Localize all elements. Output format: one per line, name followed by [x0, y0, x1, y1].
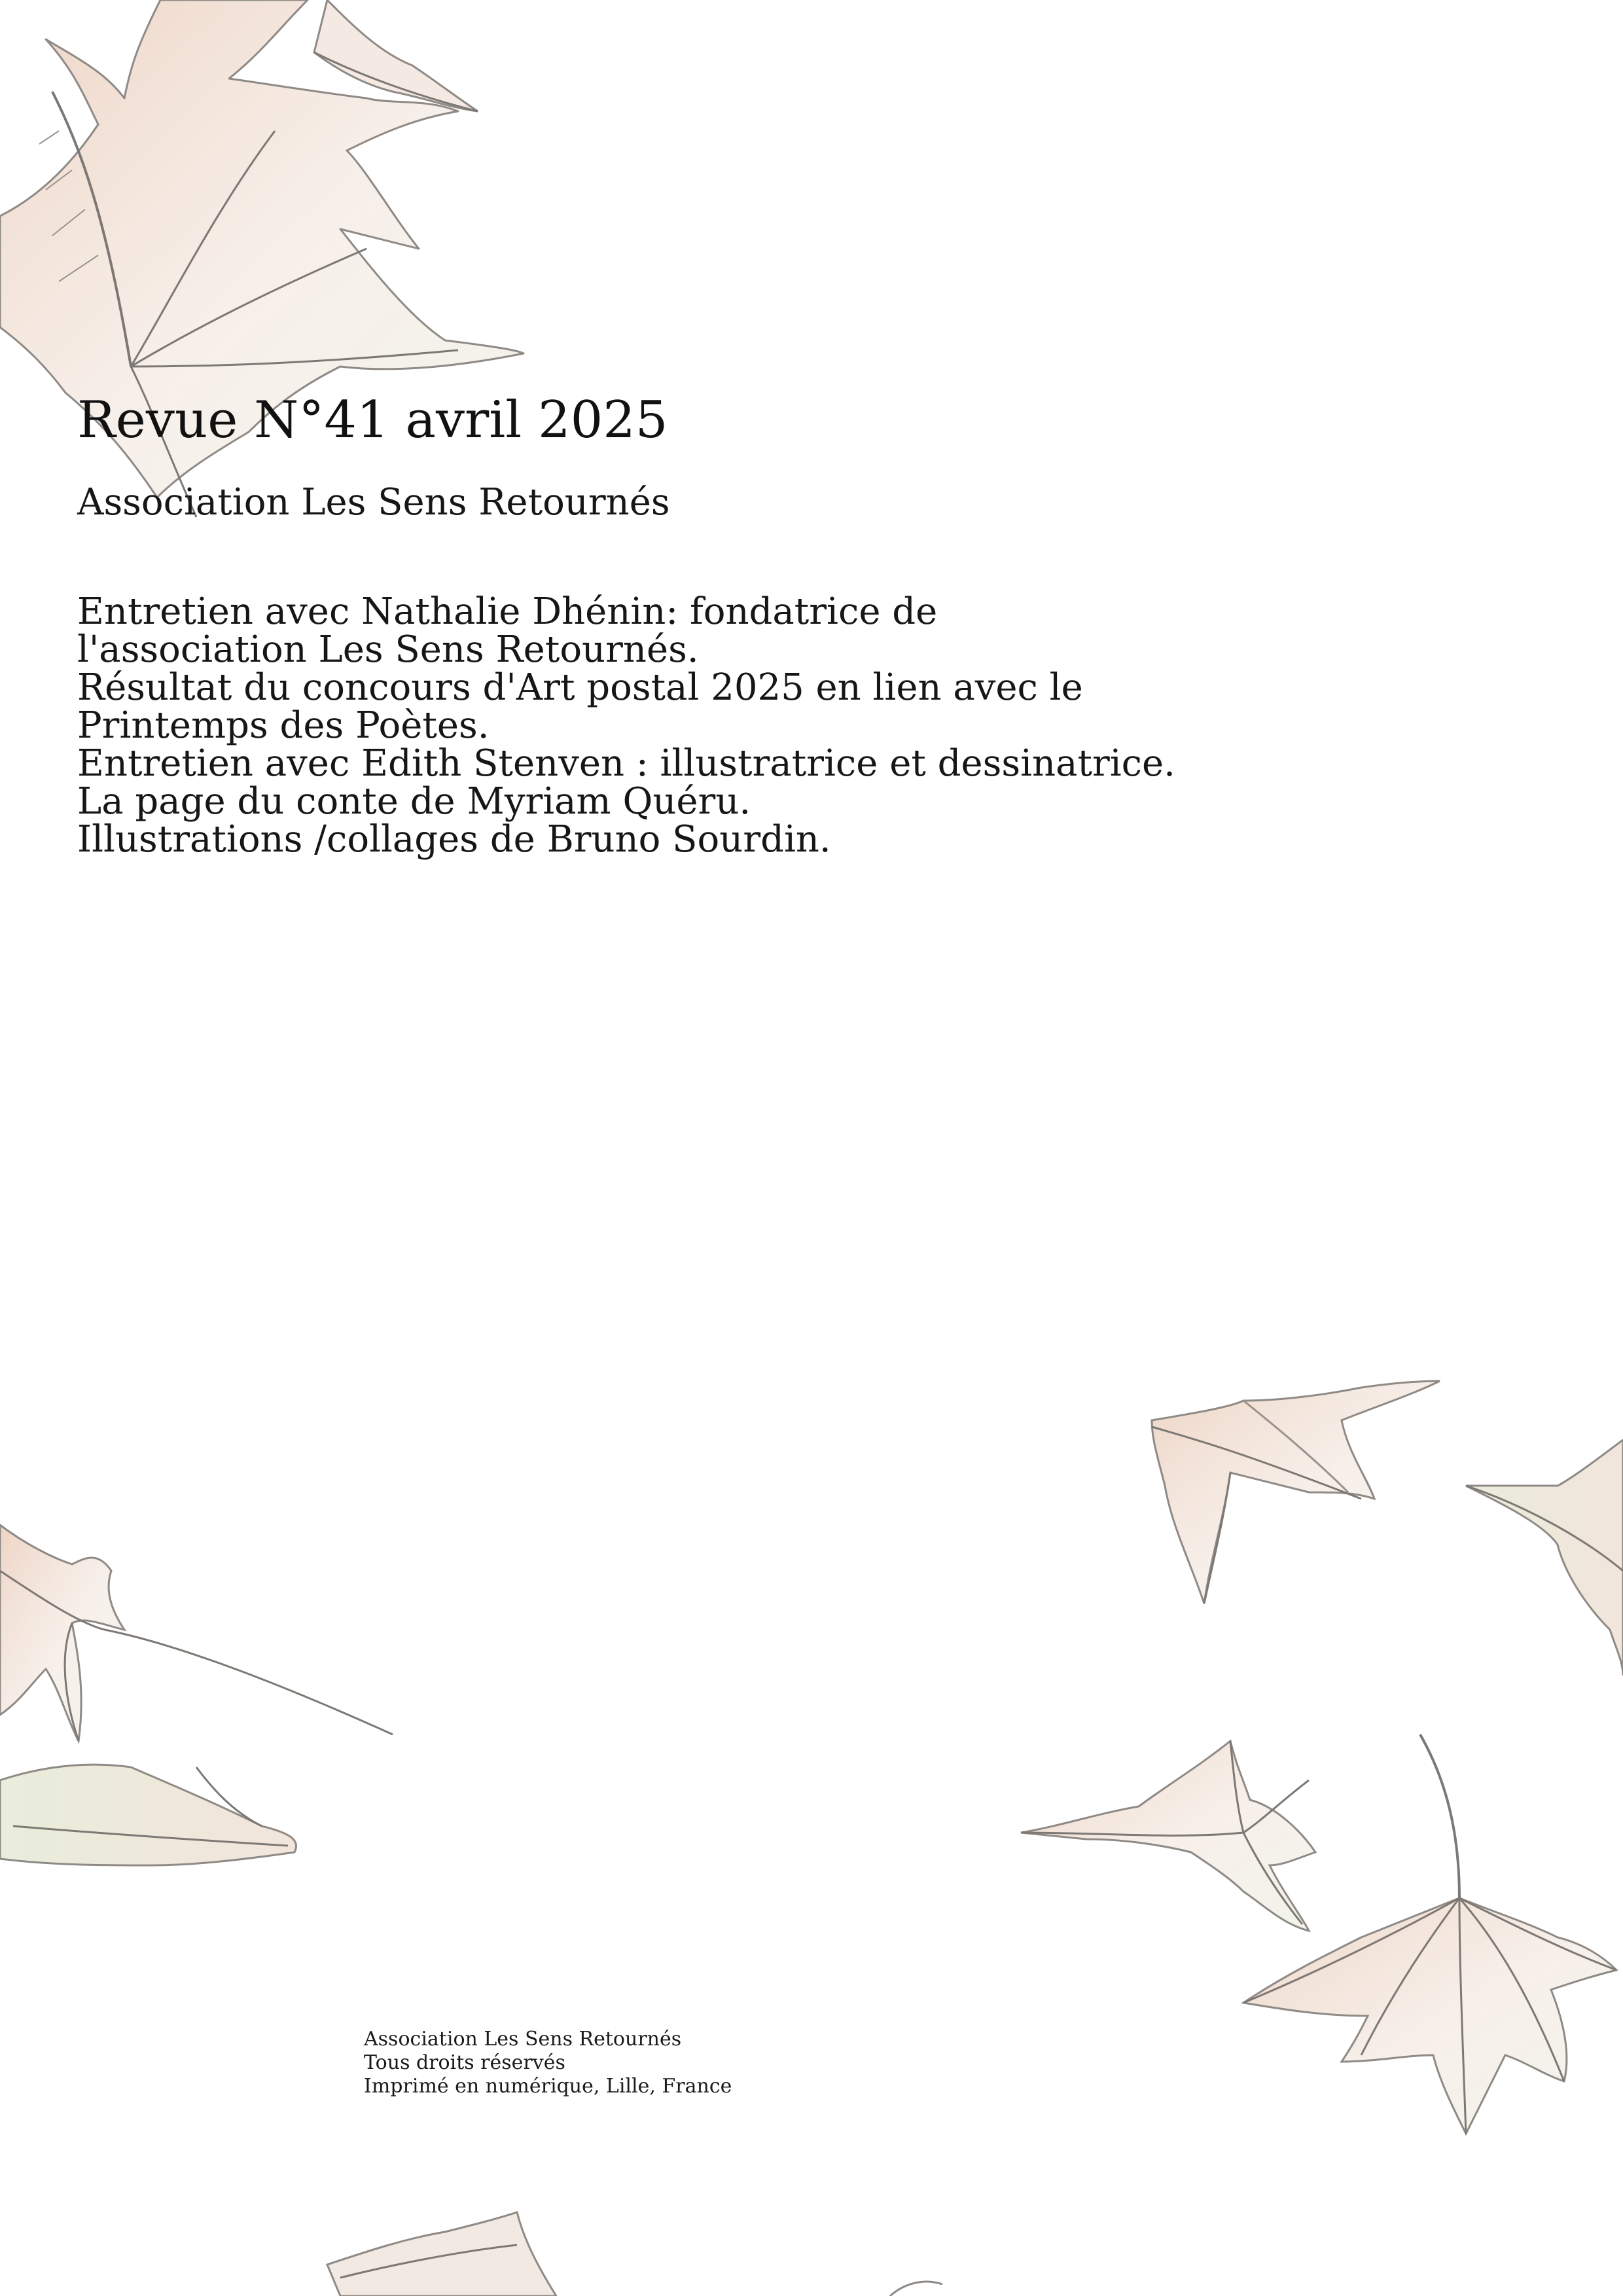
- leaf-right-middle-icon: [1021, 1741, 1315, 1931]
- table-of-contents: [77, 590, 1175, 861]
- contents-line: La page du conte de Myriam Quéru.: [77, 780, 751, 823]
- association-name: Association Les Sens Retournés: [77, 481, 670, 524]
- contents-line: Résultat du concours d'Art postal 2025 en lien avec le: [77, 666, 1083, 709]
- leaf-right-lower-icon: [1243, 1734, 1616, 2134]
- leaf-bottom-left-lower-icon: [0, 1765, 296, 1865]
- issue-title: Revue N°41 avril 2025: [77, 391, 668, 450]
- contents-line: Illustrations /collages de Bruno Sourdin.: [77, 818, 831, 861]
- colophon: [364, 2028, 732, 2098]
- contents-line: Entretien avec Nathalie Dhénin: fondatrice de: [77, 590, 938, 633]
- leaf-bottom-center-icon: [327, 2212, 556, 2296]
- colophon-rights: Tous droits réservés: [364, 2051, 565, 2074]
- leaf-bottom-right-fragment-icon: [890, 2282, 942, 2296]
- leaf-bottom-left-icon: [0, 1525, 393, 1741]
- contents-line: l'association Les Sens Retournés.: [77, 628, 699, 671]
- contents-line: Entretien avec Edith Stenven : illustratrice et dessinatrice.: [77, 742, 1175, 785]
- colophon-association: Association Les Sens Retournés: [364, 2028, 682, 2051]
- colophon-printing: Imprimé en numérique, Lille, France: [364, 2075, 732, 2098]
- contents-line: Printemps des Poètes.: [77, 704, 490, 747]
- leaf-right-upper-icon: [1152, 1381, 1440, 1604]
- leaf-right-edge-icon: [1466, 1440, 1623, 1676]
